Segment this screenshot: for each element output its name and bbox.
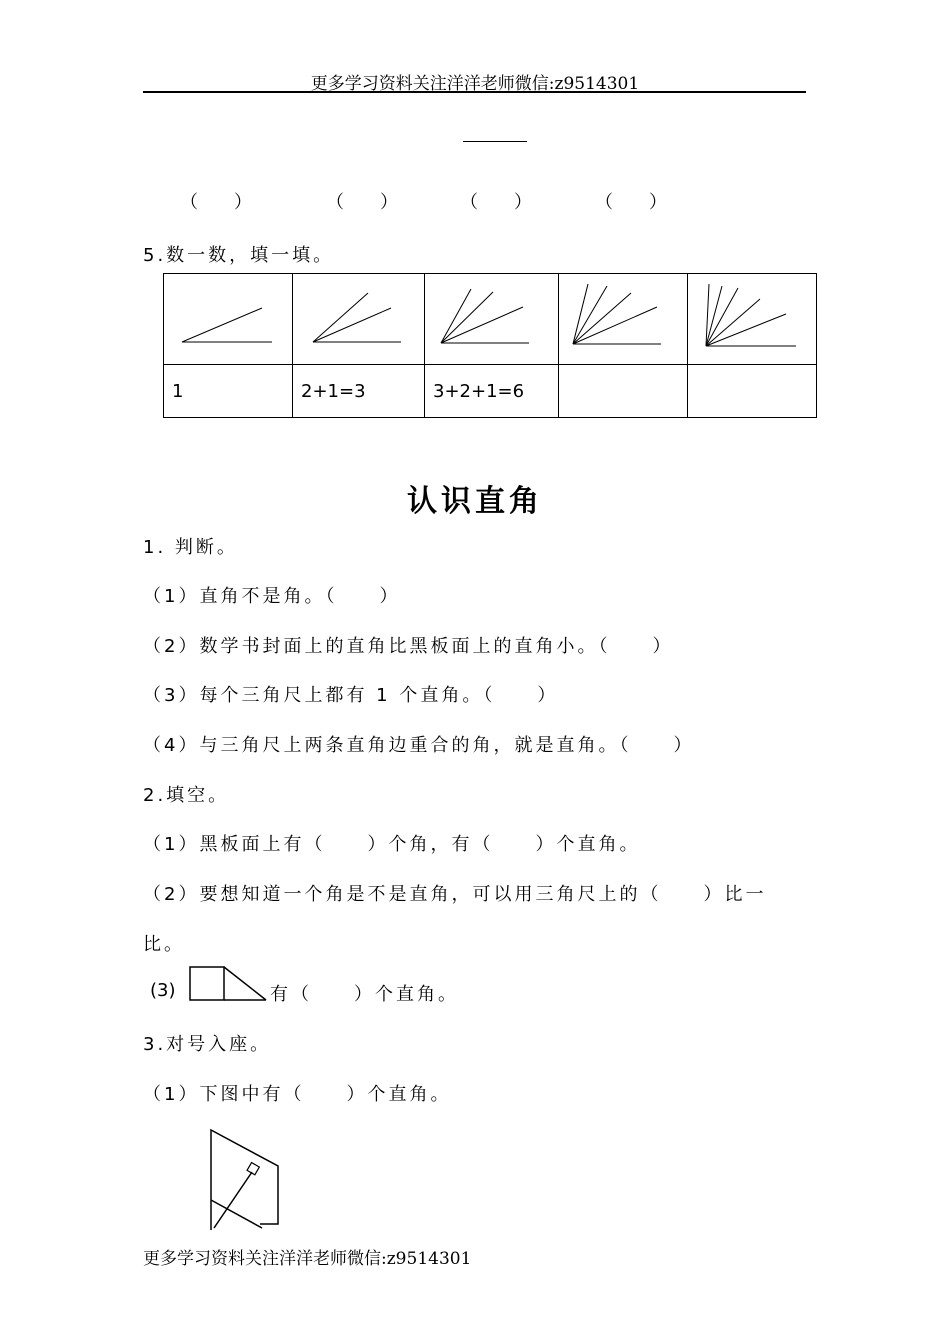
- angle-figure-cell: [559, 274, 688, 365]
- count-cell-1: 1: [164, 365, 293, 418]
- count-cell-4: [559, 365, 688, 418]
- part1-title: 1. 判断。: [143, 537, 238, 558]
- answer-blank-4: （ ）: [595, 192, 667, 213]
- part1-item-4: （4）与三角尺上两条直角边重合的角，就是直角。（ ）: [143, 735, 695, 756]
- angle-figure-2: [293, 274, 424, 360]
- part2-item-2-line1: （2）要想知道一个角是不是直角，可以用三角尺上的（ ）比一: [143, 884, 767, 905]
- answer-blank-1: （ ）: [180, 192, 252, 213]
- part3-item-1: （1）下图中有（ ）个直角。: [143, 1084, 452, 1105]
- count-cell-5: [688, 365, 817, 418]
- part3-title: 3.对号入座。: [143, 1034, 272, 1055]
- q5-title: 5.数一数，填一填。: [143, 245, 335, 266]
- part2-item-2-line2: 比。: [143, 934, 185, 955]
- section-title: 认识直角: [407, 484, 543, 519]
- header-rule: [143, 91, 806, 93]
- angle-figure-cell: [425, 274, 559, 365]
- page-footer: 更多学习资料关注洋洋老师微信:z9514301: [143, 1249, 472, 1269]
- angle-figure-1: [164, 274, 292, 360]
- part2-item-3-label: (3): [150, 980, 176, 1001]
- part2-item-3-text: 有（ ）个直角。: [270, 984, 459, 1005]
- angle-figure-cell: [293, 274, 425, 365]
- square-triangle-figure: [186, 966, 270, 1002]
- part2-item-1: （1）黑板面上有（ ）个角，有（ ）个直角。: [143, 834, 641, 855]
- angle-figure-5: [688, 274, 816, 360]
- angle-figure-4: [559, 274, 687, 360]
- answer-blank-3: （ ）: [460, 192, 532, 213]
- part1-item-1: （1）直角不是角。（ ）: [143, 586, 401, 607]
- part1-item-3: （3）每个三角尺上都有 1 个直角。（ ）: [143, 685, 559, 706]
- short-rule: [463, 141, 527, 142]
- pentagon-figure: [200, 1120, 290, 1236]
- angle-figure-cell: [164, 274, 293, 365]
- angle-figure-cell: [688, 274, 817, 365]
- part2-title: 2.填空。: [143, 785, 230, 806]
- count-cell-3: 3+2+1=6: [425, 365, 559, 418]
- answer-blank-2: （ ）: [326, 192, 398, 213]
- angle-figure-3: [425, 274, 558, 360]
- count-cell-2: 2+1=3: [293, 365, 425, 418]
- page-header: 更多学习资料关注洋洋老师微信:z9514301: [310, 74, 640, 94]
- count-angles-table: [163, 273, 817, 418]
- part1-item-2: （2）数学书封面上的直角比黑板面上的直角小。（ ）: [143, 636, 674, 657]
